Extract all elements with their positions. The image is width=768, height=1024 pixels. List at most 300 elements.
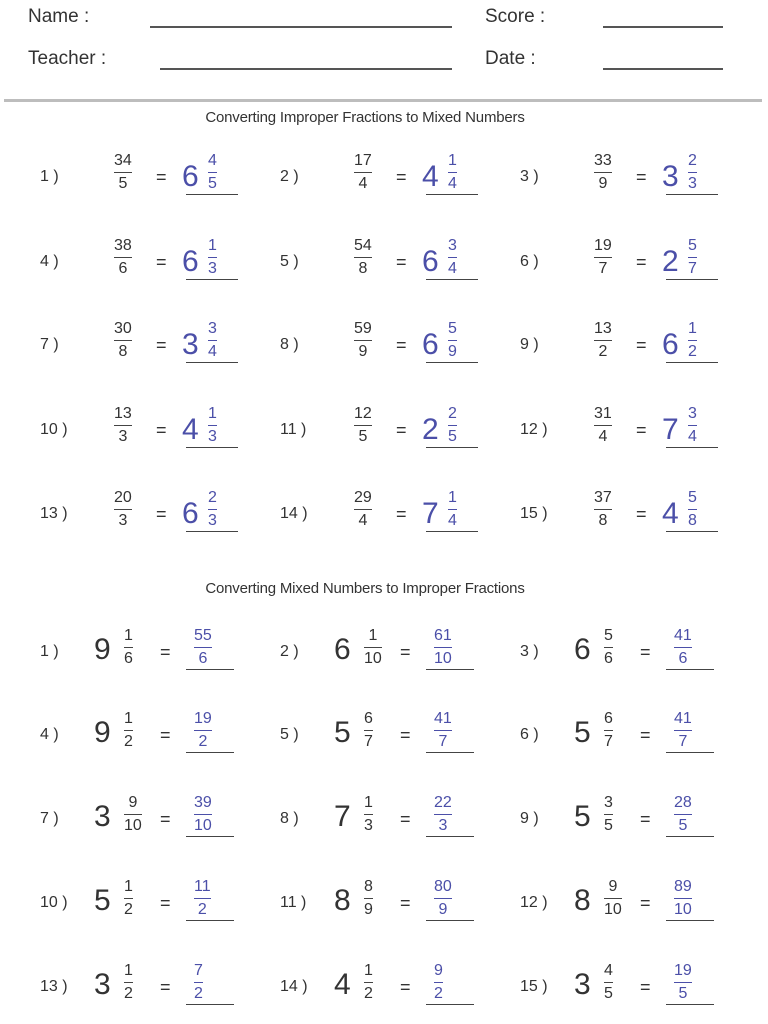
equals-sign: = <box>160 642 171 662</box>
answer-fraction-denominator: 3 <box>438 817 448 834</box>
answer-fraction <box>448 489 457 530</box>
problem-item <box>40 235 260 295</box>
answer-whole: 6 <box>422 328 439 361</box>
question-fraction-denominator: 4 <box>358 512 368 529</box>
answer-fraction <box>194 710 212 751</box>
question-fraction <box>114 152 132 193</box>
answer-fraction-denominator: 7 <box>678 733 688 750</box>
answer-fraction-numerator: 39 <box>194 794 212 811</box>
problem-number: 1 ) <box>40 643 59 660</box>
answer-line <box>186 194 238 195</box>
answer-fraction-bar <box>688 340 697 341</box>
answer-fraction <box>448 237 457 278</box>
question-fraction-denominator: 2 <box>124 985 133 1002</box>
question-fraction-numerator: 12 <box>354 405 372 422</box>
answer-fraction-denominator: 4 <box>448 512 457 529</box>
section1-title: Converting Improper Fractions to Mixed Numbers <box>205 109 525 126</box>
question-fraction-denominator: 2 <box>124 901 133 918</box>
question-fraction-bar <box>114 509 132 510</box>
answer-whole: 7 <box>662 413 679 446</box>
answer-fraction-numerator: 80 <box>434 878 452 895</box>
answer-fraction <box>208 237 217 278</box>
answer-fraction-numerator: 3 <box>208 320 217 337</box>
question-fraction-bar <box>114 425 132 426</box>
question-whole: 8 <box>574 884 591 917</box>
answer-fraction-numerator: 5 <box>688 237 697 254</box>
question-fraction-bar <box>354 425 372 426</box>
answer-line <box>666 194 718 195</box>
problem-number: 4 ) <box>40 253 59 270</box>
question-fraction-numerator: 3 <box>604 794 613 811</box>
date-line <box>603 68 723 70</box>
problem-item <box>520 318 740 378</box>
answer-whole: 2 <box>422 413 439 446</box>
question-fraction-bar <box>594 257 612 258</box>
problem-item <box>40 487 260 547</box>
problem-item <box>280 960 500 1020</box>
question-fraction-denominator: 8 <box>118 343 128 360</box>
answer-fraction-numerator: 4 <box>208 152 217 169</box>
problem-number: 9 ) <box>520 810 539 827</box>
problem-number: 5 ) <box>280 253 299 270</box>
answer-line <box>426 362 478 363</box>
equals-sign: = <box>640 642 651 662</box>
answer-fraction-bar <box>674 982 692 983</box>
name-label: Name : <box>28 6 90 27</box>
equals-sign: = <box>640 725 651 745</box>
equals-sign: = <box>400 893 411 913</box>
equals-sign: = <box>636 420 647 440</box>
problem-number: 6 ) <box>520 726 539 743</box>
answer-fraction-denominator: 4 <box>208 343 217 360</box>
answer-fraction-denominator: 10 <box>434 650 452 667</box>
answer-fraction-bar <box>688 257 697 258</box>
question-fraction-denominator: 2 <box>124 733 133 750</box>
teacher-label: Teacher : <box>28 48 107 69</box>
equals-sign: = <box>160 893 171 913</box>
question-fraction <box>364 627 382 668</box>
answer-fraction-numerator: 89 <box>674 878 692 895</box>
answer-fraction-bar <box>674 814 692 815</box>
question-fraction-denominator: 2 <box>364 985 373 1002</box>
problem-number: 11 ) <box>280 421 307 438</box>
question-fraction-denominator: 7 <box>604 733 613 750</box>
answer-fraction-bar <box>434 647 452 648</box>
answer-fraction-bar <box>688 425 697 426</box>
problem-item <box>280 403 500 463</box>
question-fraction-denominator: 8 <box>598 512 608 529</box>
problem-item <box>280 487 500 547</box>
answer-fraction-bar <box>434 982 443 983</box>
question-fraction-numerator: 8 <box>364 878 373 895</box>
answer-fraction <box>434 878 452 919</box>
question-fraction-numerator: 30 <box>114 320 132 337</box>
answer-fraction <box>208 152 217 193</box>
answer-whole: 2 <box>662 245 679 278</box>
problem-number: 2 ) <box>280 168 299 185</box>
question-fraction <box>124 794 142 835</box>
answer-fraction-bar <box>208 257 217 258</box>
question-fraction-numerator: 59 <box>354 320 372 337</box>
question-whole: 8 <box>334 884 351 917</box>
answer-line <box>426 920 474 921</box>
answer-fraction <box>434 710 452 751</box>
answer-fraction-numerator: 41 <box>674 627 692 644</box>
question-fraction-numerator: 34 <box>114 152 132 169</box>
answer-fraction <box>674 710 692 751</box>
answer-line <box>186 447 238 448</box>
answer-fraction-numerator: 22 <box>434 794 452 811</box>
question-fraction-bar <box>604 647 613 648</box>
question-fraction <box>594 152 612 193</box>
question-fraction-numerator: 13 <box>114 405 132 422</box>
problem-item <box>520 150 740 210</box>
answer-fraction-denominator: 9 <box>448 343 457 360</box>
answer-line <box>666 447 718 448</box>
answer-fraction-bar <box>688 509 697 510</box>
question-fraction-denominator: 4 <box>358 175 368 192</box>
question-fraction-denominator: 10 <box>124 817 142 834</box>
answer-fraction-denominator: 3 <box>688 175 697 192</box>
answer-whole: 4 <box>422 160 439 193</box>
equals-sign: = <box>636 167 647 187</box>
answer-fraction-denominator: 5 <box>208 175 217 192</box>
question-whole: 5 <box>574 800 591 833</box>
answer-line <box>666 836 714 837</box>
answer-whole: 6 <box>182 245 199 278</box>
question-fraction-bar <box>124 730 133 731</box>
question-fraction <box>354 320 372 361</box>
question-fraction-bar <box>604 982 613 983</box>
answer-fraction-bar <box>448 509 457 510</box>
question-fraction <box>364 710 373 751</box>
answer-fraction-denominator: 5 <box>448 428 457 445</box>
question-fraction <box>354 237 372 278</box>
answer-whole: 6 <box>182 160 199 193</box>
problem-item <box>520 792 740 852</box>
question-fraction-denominator: 10 <box>604 901 622 918</box>
answer-fraction-denominator: 2 <box>194 985 203 1002</box>
problem-number: 12 ) <box>520 894 548 911</box>
problem-item <box>40 876 260 936</box>
score-line <box>603 26 723 28</box>
question-fraction <box>124 627 133 668</box>
problem-item <box>280 235 500 295</box>
question-fraction <box>354 489 372 530</box>
answer-line <box>666 752 714 753</box>
answer-fraction <box>434 962 443 1003</box>
problem-item <box>280 708 500 768</box>
header-divider <box>4 99 762 102</box>
answer-line <box>666 1004 714 1005</box>
equals-sign: = <box>400 725 411 745</box>
question-whole: 7 <box>334 800 351 833</box>
answer-fraction-bar <box>194 898 211 899</box>
question-fraction-numerator: 1 <box>124 710 133 727</box>
answer-fraction-denominator: 7 <box>438 733 448 750</box>
answer-fraction-numerator: 41 <box>674 710 692 727</box>
problem-item <box>40 150 260 210</box>
answer-line <box>186 669 234 670</box>
question-fraction-numerator: 31 <box>594 405 612 422</box>
question-fraction-denominator: 7 <box>364 733 373 750</box>
answer-fraction-numerator: 28 <box>674 794 692 811</box>
equals-sign: = <box>636 504 647 524</box>
problem-number: 13 ) <box>40 978 68 995</box>
answer-fraction <box>434 794 452 835</box>
equals-sign: = <box>396 167 407 187</box>
question-fraction-denominator: 3 <box>118 428 128 445</box>
problem-number: 1 ) <box>40 168 59 185</box>
question-fraction-denominator: 3 <box>118 512 128 529</box>
problem-number: 9 ) <box>520 336 539 353</box>
question-whole: 4 <box>334 968 351 1001</box>
equals-sign: = <box>156 167 167 187</box>
answer-fraction-bar <box>448 257 457 258</box>
question-fraction <box>114 405 132 446</box>
answer-fraction-bar <box>448 172 457 173</box>
date-label: Date : <box>485 48 536 69</box>
answer-fraction-numerator: 1 <box>208 237 217 254</box>
answer-fraction-denominator: 4 <box>688 428 697 445</box>
equals-sign: = <box>396 504 407 524</box>
problem-number: 4 ) <box>40 726 59 743</box>
question-fraction-numerator: 9 <box>608 878 618 895</box>
answer-fraction-numerator: 9 <box>434 962 443 979</box>
answer-fraction-numerator: 2 <box>208 489 217 506</box>
question-fraction-numerator: 1 <box>124 627 133 644</box>
question-fraction-denominator: 5 <box>604 985 613 1002</box>
answer-fraction-numerator: 2 <box>688 152 697 169</box>
answer-fraction <box>448 405 457 446</box>
question-fraction-numerator: 17 <box>354 152 372 169</box>
answer-line <box>426 1004 474 1005</box>
question-fraction-denominator: 10 <box>364 650 382 667</box>
answer-fraction-numerator: 55 <box>194 627 212 644</box>
question-fraction-bar <box>364 730 373 731</box>
problem-item <box>520 235 740 295</box>
answer-line <box>426 194 478 195</box>
answer-fraction-numerator: 7 <box>194 962 203 979</box>
question-fraction-bar <box>354 257 372 258</box>
problem-number: 14 ) <box>280 978 308 995</box>
question-fraction-numerator: 1 <box>364 794 373 811</box>
answer-fraction <box>674 878 692 919</box>
answer-fraction-denominator: 5 <box>678 985 688 1002</box>
problem-item <box>280 318 500 378</box>
question-fraction-numerator: 9 <box>128 794 138 811</box>
answer-fraction-bar <box>674 898 692 899</box>
question-fraction-bar <box>594 340 612 341</box>
problem-item <box>40 403 260 463</box>
equals-sign: = <box>640 809 651 829</box>
question-fraction <box>604 962 613 1003</box>
question-fraction-denominator: 9 <box>358 343 368 360</box>
answer-line <box>186 836 234 837</box>
answer-line <box>186 362 238 363</box>
answer-fraction-denominator: 4 <box>448 260 457 277</box>
question-fraction-numerator: 6 <box>364 710 373 727</box>
question-fraction <box>594 237 612 278</box>
question-fraction-denominator: 6 <box>604 650 613 667</box>
question-fraction-numerator: 1 <box>368 627 378 644</box>
question-fraction-bar <box>354 509 372 510</box>
equals-sign: = <box>156 252 167 272</box>
question-fraction-bar <box>114 257 132 258</box>
question-fraction-numerator: 4 <box>604 962 613 979</box>
question-fraction <box>114 237 132 278</box>
answer-whole: 6 <box>422 245 439 278</box>
equals-sign: = <box>156 335 167 355</box>
equals-sign: = <box>636 335 647 355</box>
answer-fraction-bar <box>434 814 452 815</box>
answer-fraction-denominator: 10 <box>674 901 692 918</box>
answer-fraction-numerator: 41 <box>434 710 452 727</box>
question-fraction-bar <box>604 898 622 899</box>
question-fraction-bar <box>124 982 133 983</box>
question-fraction-bar <box>594 509 612 510</box>
answer-fraction-numerator: 61 <box>434 627 452 644</box>
answer-fraction <box>674 962 692 1003</box>
question-fraction <box>124 878 133 919</box>
answer-line <box>186 279 238 280</box>
problem-number: 8 ) <box>280 810 299 827</box>
answer-line <box>186 920 234 921</box>
question-fraction <box>354 405 372 446</box>
equals-sign: = <box>640 893 651 913</box>
answer-fraction <box>688 152 697 193</box>
answer-fraction-bar <box>208 172 217 173</box>
answer-fraction <box>194 627 212 668</box>
answer-fraction-bar <box>688 172 697 173</box>
question-fraction-bar <box>354 172 372 173</box>
answer-fraction-numerator: 11 <box>194 878 211 895</box>
question-fraction <box>354 152 372 193</box>
question-fraction-denominator: 9 <box>598 175 608 192</box>
answer-fraction-bar <box>448 340 457 341</box>
answer-fraction-bar <box>194 647 212 648</box>
equals-sign: = <box>640 977 651 997</box>
equals-sign: = <box>396 335 407 355</box>
equals-sign: = <box>400 977 411 997</box>
answer-whole: 6 <box>182 497 199 530</box>
problem-number: 10 ) <box>40 421 68 438</box>
answer-line <box>426 669 474 670</box>
answer-line <box>666 669 714 670</box>
question-fraction <box>124 710 133 751</box>
answer-fraction-bar <box>434 730 452 731</box>
answer-fraction-denominator: 8 <box>688 512 697 529</box>
question-fraction <box>364 962 373 1003</box>
problem-number: 10 ) <box>40 894 68 911</box>
answer-fraction-denominator: 3 <box>208 512 217 529</box>
question-fraction-denominator: 9 <box>364 901 373 918</box>
answer-fraction-numerator: 5 <box>448 320 457 337</box>
answer-fraction <box>674 794 692 835</box>
answer-fraction <box>448 320 457 361</box>
problem-item <box>40 792 260 852</box>
question-fraction-numerator: 37 <box>594 489 612 506</box>
answer-fraction <box>688 237 697 278</box>
question-whole: 5 <box>574 716 591 749</box>
answer-fraction-numerator: 1 <box>208 405 217 422</box>
answer-fraction-bar <box>208 509 217 510</box>
answer-fraction-bar <box>208 425 217 426</box>
equals-sign: = <box>636 252 647 272</box>
question-fraction-numerator: 6 <box>604 710 613 727</box>
answer-fraction-denominator: 3 <box>208 428 217 445</box>
question-fraction-bar <box>124 814 142 815</box>
answer-fraction-bar <box>448 425 457 426</box>
question-fraction <box>124 962 133 1003</box>
section2-title: Converting Mixed Numbers to Improper Fractions <box>205 580 525 597</box>
question-fraction-bar <box>364 982 373 983</box>
answer-fraction <box>688 489 697 530</box>
question-whole: 5 <box>94 884 111 917</box>
question-fraction-denominator: 6 <box>118 260 128 277</box>
question-fraction <box>114 320 132 361</box>
problem-number: 6 ) <box>520 253 539 270</box>
equals-sign: = <box>396 420 407 440</box>
answer-fraction-numerator: 5 <box>688 489 697 506</box>
problem-number: 11 ) <box>280 894 307 911</box>
problem-item <box>40 708 260 768</box>
answer-line <box>426 836 474 837</box>
question-fraction-bar <box>364 898 373 899</box>
name-line <box>150 26 452 28</box>
answer-fraction-numerator: 19 <box>194 710 212 727</box>
equals-sign: = <box>160 809 171 829</box>
answer-fraction-bar <box>194 982 203 983</box>
answer-fraction-bar <box>434 898 452 899</box>
answer-fraction <box>208 405 217 446</box>
answer-fraction-denominator: 10 <box>194 817 212 834</box>
answer-line <box>666 531 718 532</box>
question-fraction <box>594 320 612 361</box>
answer-line <box>666 279 718 280</box>
answer-fraction-denominator: 3 <box>208 260 217 277</box>
question-fraction-bar <box>364 647 382 648</box>
answer-fraction-numerator: 3 <box>688 405 697 422</box>
problem-item <box>280 876 500 936</box>
problem-item <box>520 625 740 685</box>
answer-fraction-bar <box>208 340 217 341</box>
equals-sign: = <box>160 977 171 997</box>
problem-item <box>40 960 260 1020</box>
question-whole: 3 <box>94 968 111 1001</box>
question-fraction-bar <box>594 172 612 173</box>
question-fraction-denominator: 2 <box>598 343 608 360</box>
answer-line <box>186 531 238 532</box>
question-fraction-denominator: 3 <box>364 817 373 834</box>
question-fraction-numerator: 33 <box>594 152 612 169</box>
problem-number: 15 ) <box>520 505 548 522</box>
answer-fraction-numerator: 1 <box>448 489 457 506</box>
question-fraction <box>604 794 613 835</box>
question-fraction <box>604 627 613 668</box>
problem-number: 7 ) <box>40 336 59 353</box>
answer-fraction-denominator: 2 <box>688 343 697 360</box>
answer-fraction <box>688 405 697 446</box>
score-label: Score : <box>485 6 546 27</box>
question-whole: 3 <box>574 968 591 1001</box>
question-fraction-denominator: 5 <box>604 817 613 834</box>
answer-fraction-numerator: 19 <box>674 962 692 979</box>
question-fraction-denominator: 5 <box>118 175 128 192</box>
problem-item <box>520 876 740 936</box>
question-fraction-denominator: 7 <box>598 260 608 277</box>
question-fraction-numerator: 1 <box>124 962 133 979</box>
